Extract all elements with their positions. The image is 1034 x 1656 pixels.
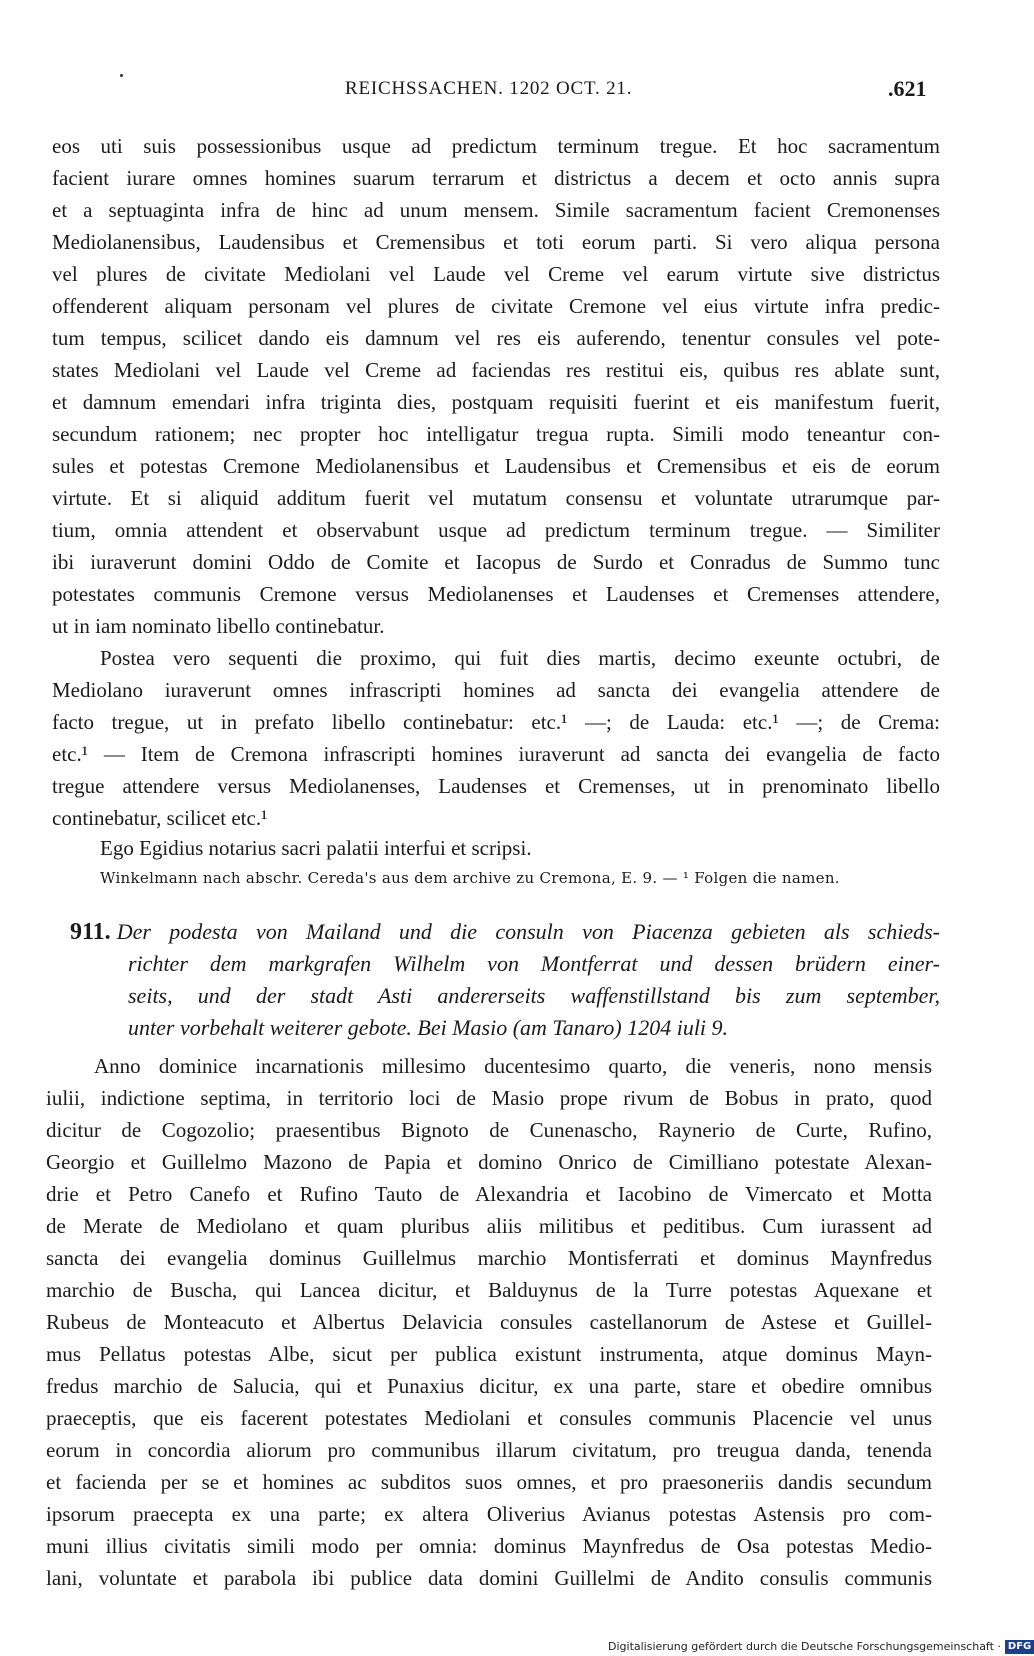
text-line: Postea vero sequenti die proximo, qui fuit dies martis, decimo exeunte octubri, de xyxy=(100,646,940,670)
text-line: states Mediolani vel Laude vel Creme ad faciendas res restitui eis, quibus res ablate sunt, xyxy=(52,358,940,382)
text-line: facto tregue, ut in prefato libello continebatur: etc.¹ —; de Lauda: etc.¹ —; de Crema: xyxy=(52,710,940,734)
heading-line: seits, und der stadt Asti andererseits waffenstillstand bis zum september, xyxy=(128,983,940,1008)
text-line: ipsorum praecepta ex una parte; ex altera Oliverius Avianus potestas Astensis pro com- xyxy=(46,1502,932,1526)
document-text-upper xyxy=(52,130,940,834)
text-line: sules et potestas Cremone Mediolanensibus et Laudensibus et Cremensibus et eis de eorum xyxy=(52,454,940,478)
text-line: vel plures de civitate Mediolani vel Laude vel Creme vel earum virtute sive districtus xyxy=(52,262,940,286)
text-line: fredus marchio de Salucia, qui et Punaxius dicitur, ex una parte, stare et obedire omnibus xyxy=(46,1374,932,1398)
text-line: Mediolanensibus, Laudensibus et Cremensibus et toti eorum parti. Si vero aliqua persona xyxy=(52,230,940,254)
text-line: facient iurare omnes homines suarum terrarum et districtus a decem et octo annis supra xyxy=(52,166,940,190)
text-line: offenderent aliquam personam vel plures de civitate Cremone vel eius virtute infra predic- xyxy=(52,294,940,318)
text-line: Georgio et Guillelmo Mazono de Papia et domino Onrico de Cimilliano potestate Alexan- xyxy=(46,1150,932,1174)
text-line: drie et Petro Canefo et Rufino Tauto de Alexandria et Iacobino de Vimercato et Motta xyxy=(46,1182,932,1206)
text-line: continebatur, scilicet etc.¹ xyxy=(52,806,268,830)
text-line: marchio de Buscha, qui Lancea dicitur, et Balduynus de la Turre potestas Aquexane et xyxy=(46,1278,932,1302)
section-heading xyxy=(70,916,940,1044)
text-line: et facienda per se et homines ac subditos suos omnes, et pro praesoneriis dandis secundum xyxy=(46,1470,932,1494)
text-line: et a septuaginta infra de hinc ad unum mensem. Simile sacramentum facient Cremonenses xyxy=(52,198,940,222)
scan-speck xyxy=(120,74,123,77)
text-line: secundum rationem; nec propter hoc intelligatur tregua rupta. Simili modo teneantur con- xyxy=(52,422,940,446)
text-line: tium, omnia attendent et observabunt usque ad predictum terminum tregue. — Similiter xyxy=(52,518,940,542)
source-footnote: Winkelmann nach abschr. Cereda's aus dem archive zu Cremona, E. 9. — ¹ Folgen die namen. xyxy=(100,869,840,887)
text-line: iulii, indictione septima, in territorio loci de Masio prope rivum de Bobus in prato, quod xyxy=(46,1086,932,1110)
text-line: tregue attendere versus Mediolanenses, Laudenses et Cremenses, ut in prenominato libello xyxy=(52,774,940,798)
text-line: mus Pellatus potestas Albe, sicut per publica existunt instrumenta, atque dominus Mayn- xyxy=(46,1342,932,1366)
text-line: Mediolano iuraverunt omnes infrascripti homines ad sancta dei evangelia attendere de xyxy=(52,678,940,702)
text-line: et damnum emendari infra triginta dies, postquam requisiti fuerint et eis manifestum fuerit, xyxy=(52,390,940,414)
page-number: .621 xyxy=(888,76,927,101)
section-number: 911. xyxy=(70,919,111,945)
digitization-note: Digitalisierung gefördert durch die Deutsche Forschungsgemeinschaft · xyxy=(608,1640,1001,1653)
text-line: tum tempus, scilicet dando eis damnum vel res eis auferendo, tenentur consules vel pote- xyxy=(52,326,940,350)
text-line: de Merate de Mediolano et quam pluribus aliis militibus et peditibus. Cum iurassent ad xyxy=(46,1214,932,1238)
notary-signature-line: Ego Egidius notarius sacri palatii interfui et scripsi. xyxy=(100,836,532,860)
text-line: etc.¹ — Item de Cremona infrascripti homines iuraverunt ad sancta dei evangelia de facto xyxy=(52,742,940,766)
text-line: ibi iuraverunt domini Oddo de Comite et Iacopus de Surdo et Conradus de Summo tunc xyxy=(52,550,940,574)
text-line: Anno dominice incarnationis millesimo ducentesimo quarto, die veneris, nono mensis xyxy=(94,1054,932,1078)
heading-line: unter vorbehalt weiterer gebote. Bei Masio (am Tanaro) 1204 iuli 9. xyxy=(128,1015,729,1040)
text-line: sancta dei evangelia dominus Guillelmus marchio Montisferrati et dominus Maynfredus xyxy=(46,1246,932,1270)
text-line: muni illius civitatis simili modo per omnia: dominus Maynfredus de Osa potestas Medio- xyxy=(46,1534,932,1558)
dfg-logo-icon: DFG xyxy=(1005,1640,1034,1654)
text-line: eos uti suis possessionibus usque ad predictum terminum tregue. Et hoc sacramentum xyxy=(52,134,940,158)
text-line: virtute. Et si aliquid additum fuerit vel mutatum consensu et voluntate utrarumque par- xyxy=(52,486,940,510)
digitization-credit xyxy=(608,1638,1032,1656)
document-text-lower xyxy=(46,1050,932,1594)
heading-line: richter dem markgrafen Wilhelm von Montferrat und dessen brüdern einer- xyxy=(128,951,940,976)
heading-line xyxy=(70,916,940,948)
text-line: lani, voluntate et parabola ibi publice data domini Guillelmi de Andito consulis communis xyxy=(46,1566,932,1590)
text-line: dicitur de Cogozolio; praesentibus Bignoto de Cunenascho, Raynerio de Curte, Rufino, xyxy=(46,1118,932,1142)
text-line: potestates communis Cremone versus Mediolanenses et Laudenses et Cremenses attendere, xyxy=(52,582,940,606)
heading-text: Der podesta von Mailand und die consuln von Piacenza gebieten als schieds- xyxy=(116,919,940,944)
page-header xyxy=(0,78,1000,108)
text-line: Rubeus de Monteacuto et Albertus Delavicia consules castellanorum de Astese et Guillel- xyxy=(46,1310,932,1334)
text-line: praeceptis, que eis facerent potestates Mediolani et consules communis Placencie vel unus xyxy=(46,1406,932,1430)
text-line: ut in iam nominato libello continebatur. xyxy=(52,614,385,638)
running-head: REICHSSACHEN. 1202 OCT. 21. xyxy=(345,78,633,99)
text-line: eorum in concordia aliorum pro communibus illarum civitatum, pro treugua danda, tenenda xyxy=(46,1438,932,1462)
